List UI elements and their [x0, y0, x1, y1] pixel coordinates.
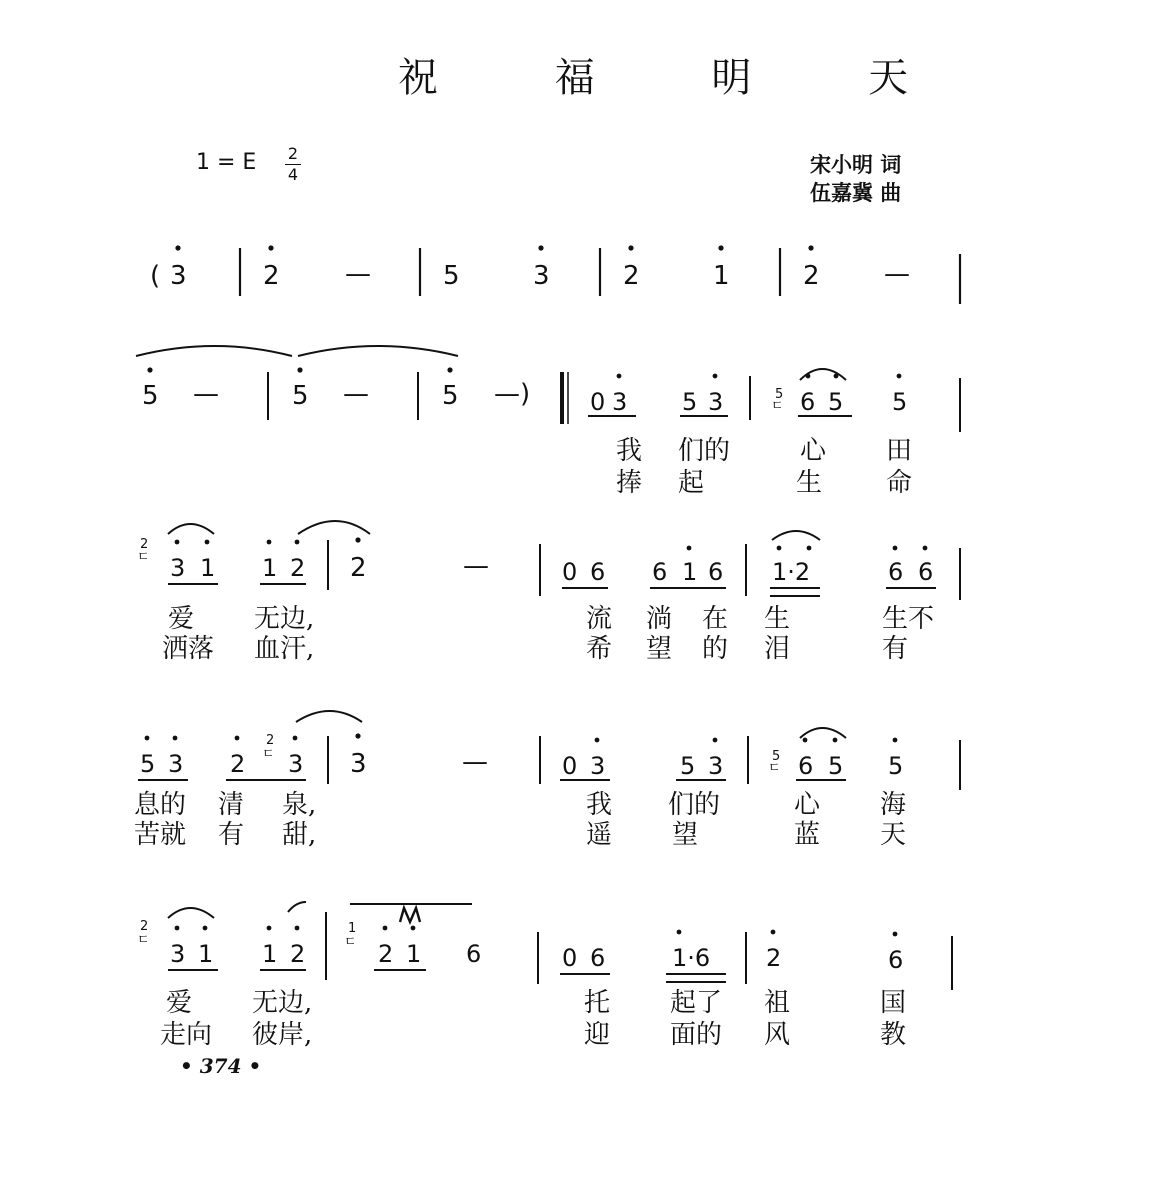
svg-text:2: 2	[140, 919, 149, 934]
svg-text:ㄷ: ㄷ	[344, 935, 357, 950]
lyric: 有	[882, 634, 909, 664]
notation-row-1	[150, 245, 910, 291]
lyric: 望	[672, 820, 699, 850]
lyric: 彼岸,	[252, 1020, 313, 1050]
svg-text:1·6: 1·6	[672, 944, 711, 972]
lyric: 我	[586, 790, 613, 820]
lyric: 甜,	[282, 820, 317, 850]
svg-text:2: 2	[140, 537, 149, 552]
svg-text:6: 6	[652, 558, 668, 586]
svg-text:—: —	[193, 379, 219, 409]
svg-text:6: 6	[798, 752, 814, 780]
svg-text:3: 3	[168, 750, 184, 778]
svg-text:3: 3	[170, 940, 186, 968]
svg-text:ㄷ: ㄷ	[137, 550, 150, 565]
lyric: 祖	[764, 988, 791, 1018]
svg-text:6: 6	[708, 558, 724, 586]
svg-text:—: —	[343, 379, 369, 409]
svg-text:6: 6	[918, 558, 934, 586]
svg-text:5: 5	[140, 750, 156, 778]
svg-text:3: 3	[288, 750, 304, 778]
svg-text:6: 6	[466, 940, 482, 968]
svg-text:—: —	[345, 259, 371, 289]
svg-text:5: 5	[772, 749, 781, 764]
svg-text:6: 6	[800, 388, 816, 416]
lyric: 爱	[166, 988, 193, 1018]
lyric: 息的	[134, 790, 187, 820]
svg-text:3: 3	[170, 554, 186, 582]
lyric: 蓝	[794, 820, 821, 850]
svg-text:2: 2	[290, 940, 306, 968]
svg-text:5: 5	[443, 261, 460, 291]
svg-text:2: 2	[290, 554, 306, 582]
svg-text:5: 5	[892, 388, 908, 416]
lyric: 血汗,	[254, 634, 315, 664]
svg-text:5: 5	[775, 387, 784, 402]
lyric: 无边,	[252, 988, 313, 1018]
key-signature: 1 = E	[196, 150, 257, 175]
svg-text:2: 2	[378, 940, 394, 968]
svg-text:—: —	[884, 259, 910, 289]
lyric: 生不	[882, 604, 935, 634]
svg-text:—: —	[463, 551, 489, 581]
svg-text:0: 0	[562, 558, 578, 586]
song-title: 祝 福 明 天	[398, 55, 961, 101]
svg-text:1: 1	[262, 940, 278, 968]
svg-text:2: 2	[266, 733, 275, 748]
svg-text:2: 2	[766, 944, 782, 972]
lyric: 起	[678, 468, 705, 498]
svg-text:1: 1	[713, 261, 730, 291]
svg-text:—: —	[462, 747, 488, 777]
lyric: 在	[702, 604, 729, 634]
lyric: 流	[586, 604, 613, 634]
lyric: 们的	[668, 790, 721, 820]
svg-text:1: 1	[348, 921, 357, 936]
lyric: 起了	[670, 988, 723, 1018]
svg-text:1·2: 1·2	[772, 558, 811, 586]
lyric: 有	[218, 820, 245, 850]
svg-text:3: 3	[590, 752, 606, 780]
lyric: 无边,	[254, 604, 315, 634]
svg-text:3: 3	[170, 261, 187, 291]
svg-text:5: 5	[682, 388, 698, 416]
lyric: 的	[702, 634, 729, 664]
svg-text:—): —)	[494, 379, 531, 409]
lyric: 教	[880, 1020, 907, 1050]
lyric: 泉,	[282, 790, 317, 820]
svg-text:1: 1	[406, 940, 422, 968]
page-number: • 374 •	[180, 1054, 262, 1078]
lyric: 心	[800, 436, 827, 466]
svg-text:1: 1	[198, 940, 214, 968]
lyric: 爱	[168, 604, 195, 634]
svg-text:2: 2	[263, 261, 280, 291]
time-signature: 2 4	[282, 146, 304, 183]
svg-text:5: 5	[142, 381, 159, 411]
svg-text:6: 6	[590, 944, 606, 972]
lyric: 迎	[584, 1020, 611, 1050]
svg-text:3: 3	[708, 388, 724, 416]
lyric: 清	[218, 790, 245, 820]
lyric: 泪	[764, 634, 791, 664]
svg-text:2: 2	[623, 261, 640, 291]
svg-text:5: 5	[828, 388, 844, 416]
lyric: 田	[886, 436, 913, 466]
lyric: 苦就	[134, 820, 187, 850]
svg-text:ㄷ: ㄷ	[262, 747, 275, 762]
lyricist-credit: 宋小明 词	[810, 152, 902, 177]
svg-text:5: 5	[680, 752, 696, 780]
lyric: 天	[880, 820, 907, 850]
svg-text:3: 3	[533, 261, 550, 291]
lyric: 望	[646, 634, 673, 664]
lyric: 国	[880, 988, 907, 1018]
svg-text:(: (	[150, 261, 161, 291]
svg-text:3: 3	[350, 749, 367, 779]
svg-text:5: 5	[888, 752, 904, 780]
lyric: 走向	[160, 1020, 213, 1050]
svg-text:2: 2	[230, 750, 246, 778]
svg-text:6: 6	[888, 558, 904, 586]
lyric: 风	[764, 1020, 791, 1050]
svg-text:5: 5	[828, 752, 844, 780]
svg-text:ㄷ: ㄷ	[771, 399, 784, 414]
svg-text:5: 5	[292, 381, 309, 411]
lyric: 生	[764, 604, 791, 634]
svg-text:1: 1	[200, 554, 216, 582]
lyric: 托	[584, 988, 611, 1018]
svg-text:6: 6	[888, 946, 904, 974]
lyric: 捧	[616, 468, 643, 498]
svg-text:5: 5	[442, 381, 459, 411]
svg-text:3: 3	[612, 388, 628, 416]
lyric: 心	[794, 790, 821, 820]
svg-text:0: 0	[562, 944, 578, 972]
lyric: 生	[796, 468, 823, 498]
composer-credit: 伍嘉冀 曲	[810, 180, 902, 205]
lyric: 我	[616, 436, 643, 466]
svg-text:6: 6	[590, 558, 606, 586]
svg-text:0: 0	[562, 752, 578, 780]
lyric: 海	[880, 790, 907, 820]
svg-text:ㄷ: ㄷ	[768, 761, 781, 776]
lyric: 命	[886, 468, 913, 498]
svg-text:0: 0	[590, 388, 606, 416]
lyric: 遥	[586, 820, 613, 850]
svg-text:2: 2	[350, 553, 367, 583]
svg-text:ㄷ: ㄷ	[137, 933, 150, 948]
lyric: 淌	[646, 604, 673, 634]
svg-text:1: 1	[262, 554, 278, 582]
svg-text:3: 3	[708, 752, 724, 780]
lyric: 洒落	[162, 634, 215, 664]
lyric: 们的	[678, 436, 731, 466]
svg-text:1: 1	[682, 558, 698, 586]
lyric: 面的	[670, 1020, 723, 1050]
svg-text:2: 2	[803, 261, 820, 291]
lyric: 希	[586, 634, 613, 664]
